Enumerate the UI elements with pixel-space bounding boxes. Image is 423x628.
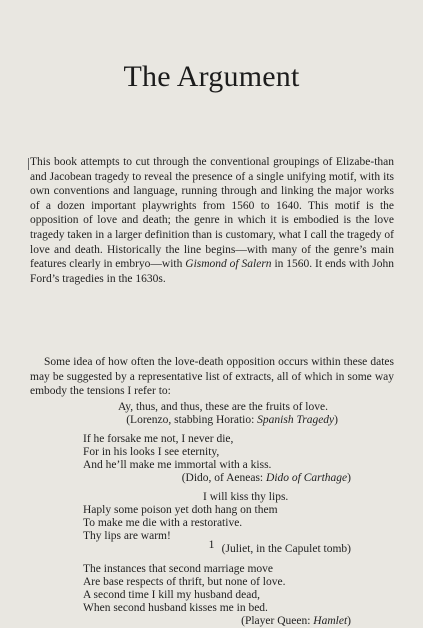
attribution-end: ) — [347, 472, 351, 484]
chapter-title: The Argument — [123, 60, 300, 93]
extract-line: And he’ll make me immortal with a kiss. — [83, 459, 272, 471]
attribution-title: Dido of Carthage — [266, 472, 348, 484]
attribution-text: (Dido, of Aeneas: — [181, 472, 267, 484]
paragraph-extracts-intro: Some idea of how often the love-death opposition occurs within these dates may be suggested by a representative list of extracts, all of which in some way embody the tensions I refer to: — [30, 356, 394, 398]
extract-line: A second time I kill my husband dead, — [83, 589, 260, 601]
attribution-text: (Lorenzo, stabbing Horatio: — [126, 414, 258, 426]
extract-attribution — [126, 414, 338, 427]
extract-line: The instances that second marriage move — [83, 563, 273, 575]
paragraph-intro-text-b: in 1560. It ends with John Ford’s tragedies in the 1630s. — [30, 258, 394, 285]
extract-line: When second husband kisses me in bed. — [83, 602, 268, 614]
extract-line: To make me die with a restorative. — [83, 517, 243, 529]
attribution-title: Hamlet — [313, 615, 348, 627]
extract-line: For in his looks I see eternity, — [83, 446, 220, 458]
attribution-end: ) — [347, 615, 351, 627]
paragraph-intro-italic: Gismond of Salern — [185, 258, 272, 271]
extract-line: Haply some poison yet doth hang on them — [83, 504, 278, 516]
attribution-text: (Player Queen: — [241, 615, 314, 627]
extract-line: Ay, thus, and thus, these are the fruits of love. — [118, 401, 328, 413]
paragraph-intro-text-a: This book attempts to cut through the conventional groupings of Elizabe-than and Jacobean tragedy to reveal the presence of a single unifying motif, with its own conventions and language, running through and linking the major works of a dozen important playwrights from 1560 to 1640. This motif is the opposition of love and death; the genre in which it is embodied is the love tragedy taken in a larger definition than is customary, what I call the tragedy of love and death. Historically the line begins—with many of the genre’s main features clearly in embryo—with — [30, 156, 394, 271]
margin-mark — [28, 158, 29, 170]
attribution-end: ) — [334, 414, 338, 426]
paragraph-intro — [30, 155, 394, 286]
extract-line: Are base respects of thrift, but none of love. — [83, 576, 286, 588]
extract-line: Thy lips are warm! — [83, 530, 171, 542]
page-number: 1 — [208, 537, 215, 551]
extract-line: I will kiss thy lips. — [203, 491, 289, 503]
extract-line: If he forsake me not, I never die, — [83, 433, 234, 445]
attribution-text: (Juliet, in the Capulet tomb) — [221, 543, 351, 555]
attribution-title: Spanish Tragedy — [257, 414, 335, 426]
extract-attribution — [241, 615, 351, 628]
extract-attribution — [182, 472, 351, 485]
